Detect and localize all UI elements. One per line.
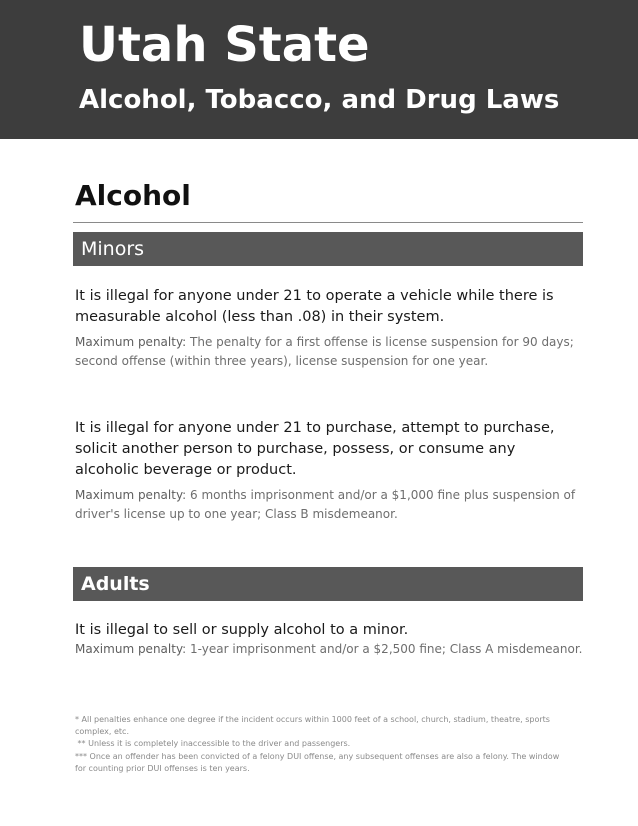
footnote: ** Unless it is completely inaccessible to the driver and passengers. xyxy=(75,739,351,749)
subsection-bar-minors: Minors xyxy=(73,232,583,266)
penalty-note xyxy=(75,486,580,524)
subsection-bar-adults: Adults xyxy=(73,567,583,601)
page-subtitle: Alcohol, Tobacco, and Drug Laws xyxy=(79,85,560,115)
section-divider xyxy=(73,222,583,223)
penalty-note xyxy=(75,640,595,659)
penalty-note xyxy=(75,333,580,371)
penalty-text: : 6 months imprisonment and/or a $1,000 fine plus suspension of driver's license up to one year; Class B misdemeanor. xyxy=(75,488,576,521)
penalty-label: Maximum penalty xyxy=(75,642,183,656)
footnote: * All penalties enhance one degree if the incident occurs within 1000 feet of a school, church, stadium, theatre, sports complex, etc. xyxy=(75,715,550,737)
footnote: *** Once an offender has been convicted of a felony DUI offense, any subsequent offenses are also a felony. The window for counting prior DUI offenses is ten years. xyxy=(75,751,560,773)
penalty-text: : 1-year imprisonment and/or a $2,500 fine; Class A misdemeanor. xyxy=(182,642,583,656)
penalty-label: Maximum penalty: xyxy=(75,335,187,349)
page-title: Utah State xyxy=(79,17,370,73)
header-banner xyxy=(0,0,638,139)
penalty-label: Maximum penalty xyxy=(75,488,183,502)
penalty-text: The penalty for a first offense is license suspension for 90 days; second offense (within three years), license suspension for one year. xyxy=(75,335,574,368)
law-statement: It is illegal for anyone under 21 to operate a vehicle while there is measurable alcohol (less than .08) in their system. xyxy=(75,288,554,325)
law-statement: It is illegal to sell or supply alcohol to a minor. xyxy=(75,622,409,638)
law-statement: It is illegal for anyone under 21 to purchase, attempt to purchase, solicit another person to purchase, possess, or consume any alcoholic beverage or product. xyxy=(75,420,555,478)
footnotes xyxy=(75,714,565,775)
section-heading-alcohol: Alcohol xyxy=(75,179,191,212)
